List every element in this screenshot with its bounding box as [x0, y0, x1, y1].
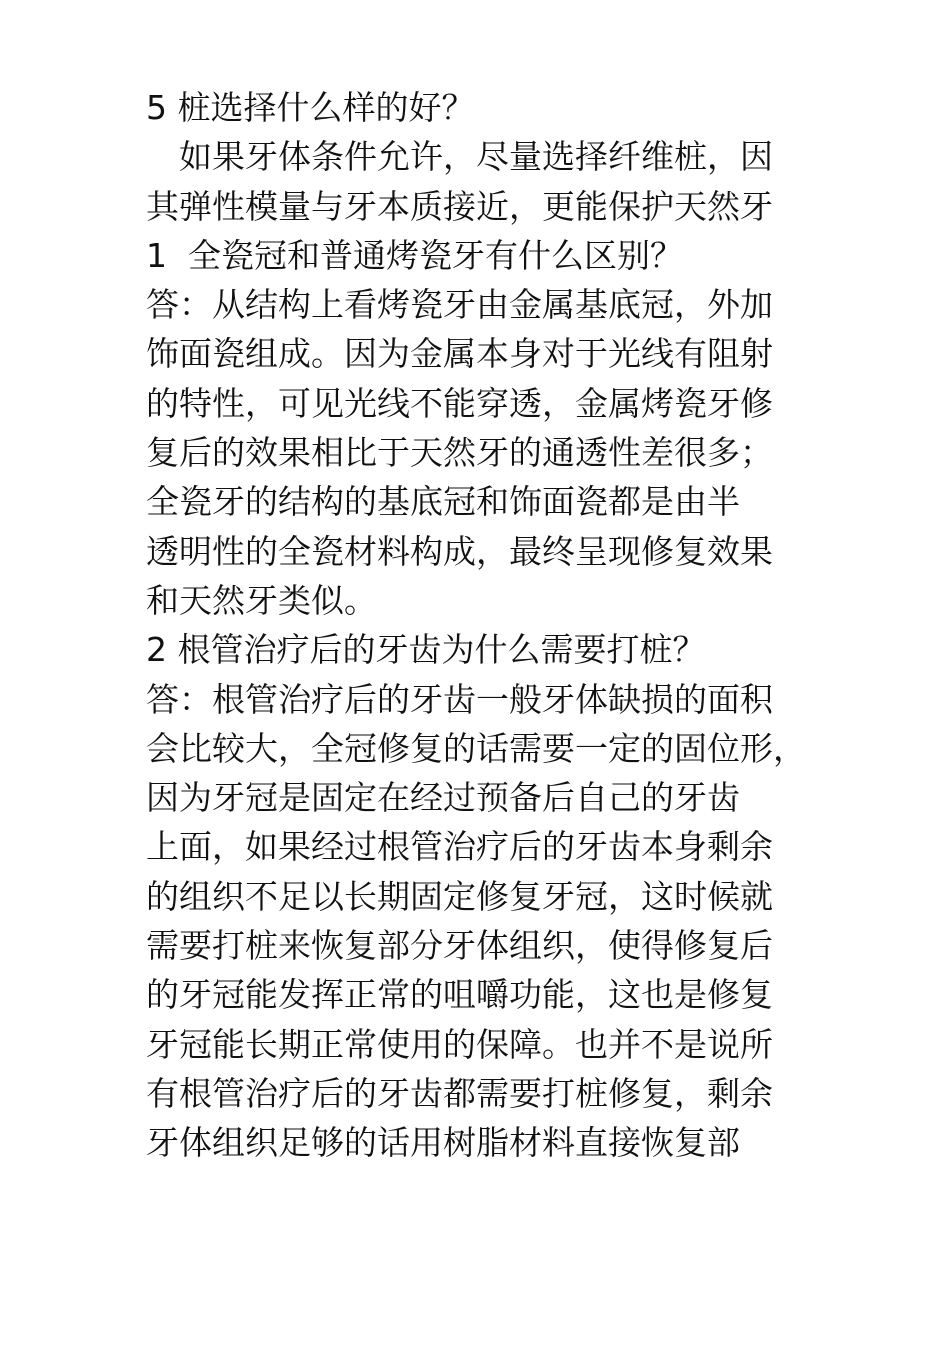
answer-q2-line-10: 牙体组织足够的话用树脂材料直接恢复部 — [146, 1123, 740, 1163]
answer-q1-line-4: 复后的效果相比于天然牙的通透性差很多； — [146, 433, 773, 473]
answer-q1-line-1: 答：从结构上看烤瓷牙由金属基底冠，外加 — [146, 285, 773, 325]
heading-q5: 5 桩选择什么样的好？ — [146, 88, 475, 127]
answer-q2-line-1: 答：根管治疗后的牙齿一般牙体缺损的面积 — [146, 679, 773, 719]
document-body — [146, 83, 866, 1168]
answer-q2-line-7: 的牙冠能发挥正常的咀嚼功能，这也是修复 — [146, 975, 773, 1015]
answer-q1-line-2: 饰面瓷组成。因为金属本身对于光线有阻射 — [146, 334, 773, 374]
answer-q1-line-6: 透明性的全瓷材料构成，最终呈现修复效果 — [146, 531, 773, 571]
heading-q1: 1 全瓷冠和普通烤瓷牙有什么区别？ — [146, 235, 683, 275]
answer-q2-line-3: 因为牙冠是固定在经过预备后自己的牙齿 — [146, 778, 740, 818]
answer-q5-line-1: 如果牙体条件允许，尽量选择纤维桩，因 — [146, 137, 773, 177]
heading-q2: 2 根管治疗后的牙齿为什么需要打桩？ — [146, 630, 706, 670]
answer-q1-line-5: 全瓷牙的结构的基底冠和饰面瓷都是由半 — [146, 482, 740, 522]
answer-q2-line-4: 上面，如果经过根管治疗后的牙齿本身剩余 — [146, 827, 773, 867]
answer-q1-line-7: 和天然牙类似。 — [146, 580, 377, 620]
answer-q2-line-2: 会比较大，全冠修复的话需要一定的固位形， — [146, 728, 806, 768]
answer-q2-line-6: 需要打桩来恢复部分牙体组织，使得修复后 — [146, 926, 773, 966]
answer-q2-line-8: 牙冠能长期正常使用的保障。也并不是说所 — [146, 1024, 773, 1064]
answer-q2-line-9: 有根管治疗后的牙齿都需要打桩修复，剩余 — [146, 1073, 773, 1113]
answer-q5-line-2: 其弹性模量与牙本质接近，更能保护天然牙 — [146, 186, 773, 226]
answer-q1-line-3: 的特性，可见光线不能穿透，金属烤瓷牙修 — [146, 383, 773, 423]
answer-q2-line-5: 的组织不足以长期固定修复牙冠，这时候就 — [146, 876, 773, 916]
